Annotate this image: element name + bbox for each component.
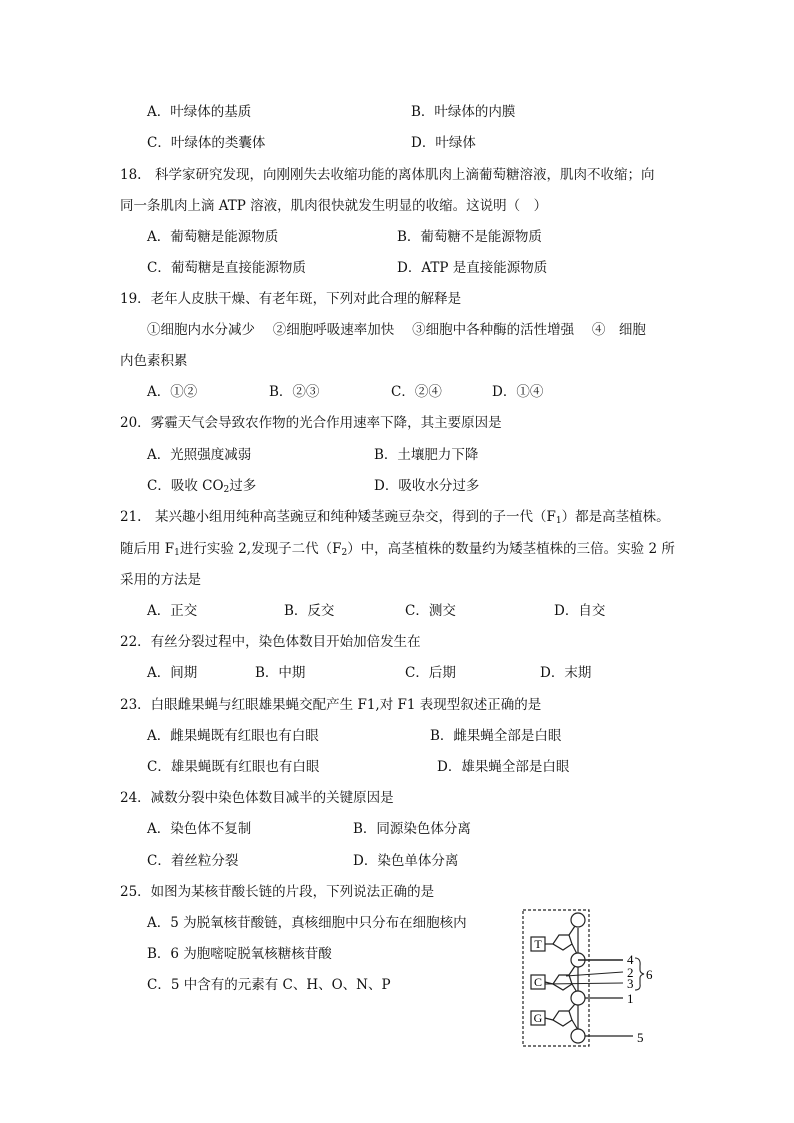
q17-option-c: C．叶绿体的类囊体 bbox=[147, 135, 266, 151]
q22-option-a: A．间期 bbox=[147, 665, 198, 681]
q18-stem-line1: 18. 科学家研究发现，向刚刚失去收缩功能的离体肌肉上滴葡萄糖溶液，肌肉不收缩；向 bbox=[120, 167, 655, 183]
q23-option-b: B．雌果蝇全部是白眼 bbox=[430, 728, 562, 744]
q24-option-c: C．着丝粒分裂 bbox=[147, 853, 239, 869]
q22-option-d: D．末期 bbox=[540, 665, 592, 681]
q25-option-c: C．5 中含有的元素有 C、H、O、N、P bbox=[147, 977, 391, 993]
leader-line-2 bbox=[566, 972, 623, 976]
q25-stem: 25．如图为某核苷酸长链的片段，下列说法正确的是 bbox=[120, 884, 435, 900]
phosphate-circle bbox=[571, 991, 585, 1005]
q23-option-a: A．雌果蝇既有红眼也有白眼 bbox=[147, 728, 319, 744]
q17-option-a: A．叶绿体的基质 bbox=[147, 104, 252, 120]
q23-stem: 23．白眼雌果蝇与红眼雄果蝇交配产生 F1,对 F1 表现型叙述正确的是 bbox=[120, 697, 542, 713]
q21-stem-line3: 采用的方法是 bbox=[120, 572, 201, 588]
q21-option-b: B．反交 bbox=[284, 603, 335, 619]
q24-stem: 24．减数分裂中染色体数目减半的关键原因是 bbox=[120, 790, 394, 806]
sugar-pentagon bbox=[553, 975, 572, 990]
nucleotide-chain-figure bbox=[517, 908, 667, 1048]
q25-option-a: A．5 为脱氧核苷酸链，真核细胞中只分布在细胞核内 bbox=[147, 915, 467, 931]
q19-option-c: C．②④ bbox=[391, 384, 442, 400]
label-1: 1 bbox=[627, 991, 634, 1006]
base-label-g: G bbox=[533, 1011, 543, 1025]
q18-option-d: D．ATP 是直接能源物质 bbox=[397, 260, 548, 276]
q17-option-d: D．叶绿体 bbox=[411, 135, 476, 151]
label-2: 2 bbox=[627, 965, 634, 980]
label-4: 4 bbox=[627, 952, 634, 967]
q19-option-b: B．②③ bbox=[269, 384, 320, 400]
base-label-t: T bbox=[534, 937, 542, 951]
q20-option-b: B．土壤肥力下降 bbox=[374, 447, 479, 463]
q19-option-a: A．①② bbox=[147, 384, 198, 400]
q23-option-d: D．雄果蝇全部是白眼 bbox=[437, 759, 570, 775]
q24-option-a: A．染色体不复制 bbox=[147, 821, 252, 837]
q22-stem: 22．有丝分裂过程中，染色体数目开始加倍发生在 bbox=[120, 634, 421, 650]
q19-items-line2: 内色素积累 bbox=[120, 353, 188, 369]
q20-option-c: C．吸收 $CO_2$过多 bbox=[147, 478, 257, 495]
q21-option-d: D．自交 bbox=[554, 603, 606, 619]
q19-option-d: D．①④ bbox=[492, 384, 544, 400]
q18-option-c: C．葡萄糖是直接能源物质 bbox=[147, 260, 306, 276]
label-5: 5 bbox=[637, 1030, 644, 1045]
phosphate-circle bbox=[571, 913, 585, 927]
q18-stem-line2: 同一条肌肉上滴 ATP 溶液，肌肉很快就发生明显的收缩。这说明（ ） bbox=[120, 198, 548, 214]
q18-option-b: B．葡萄糖不是能源物质 bbox=[397, 229, 542, 245]
q22-option-b: B．中期 bbox=[255, 665, 306, 681]
sugar-pentagon bbox=[553, 935, 572, 950]
q21-stem-line1: 21. 某兴趣小组用纯种高茎豌豆和纯种矮茎豌豆杂交，得到的子一代$(F_1)$都是高茎植株。 bbox=[120, 509, 670, 526]
q20-stem: 20．雾霾天气会导致农作物的光合作用速率下降，其主要原因是 bbox=[120, 415, 502, 431]
q19-items-line1: ①细胞内水分减少 ②细胞呼吸速率加快 ③细胞中各种酶的活性增强 ④ 细胞 bbox=[147, 322, 646, 338]
q25-option-b: B．6 为胞嘧啶脱氧核糖核苷酸 bbox=[147, 946, 332, 962]
q21-option-a: A．正交 bbox=[147, 603, 198, 619]
q22-option-c: C．后期 bbox=[405, 665, 456, 681]
q21-option-c: C．测交 bbox=[405, 603, 456, 619]
nucleotide-c bbox=[531, 953, 585, 994]
q20-option-d: D．吸收水分过多 bbox=[374, 478, 480, 494]
q24-option-d: D．染色单体分离 bbox=[353, 853, 459, 869]
q18-option-a: A．葡萄糖是能源物质 bbox=[147, 229, 279, 245]
label-6: 6 bbox=[646, 967, 653, 982]
q20-option-a: A．光照强度减弱 bbox=[147, 447, 252, 463]
base-label-c: C bbox=[533, 975, 543, 989]
q24-option-b: B．同源染色体分离 bbox=[353, 821, 471, 837]
q21-stem-line2: 随后用 $F_1$进行实验 2,发现子二代$(F_2)$中，高茎植株的数量约为矮茎植株的三倍。实验 2 所 bbox=[120, 541, 675, 558]
q17-option-b: B．叶绿体的内膜 bbox=[411, 104, 516, 120]
nucleotide-t bbox=[531, 913, 585, 956]
nucleotide-g bbox=[531, 991, 585, 1030]
q19-stem: 19．老年人皮肤干燥、有老年斑，下列对此合理的解释是 bbox=[120, 291, 462, 307]
sugar-pentagon bbox=[553, 1011, 572, 1026]
q23-option-c: C．雄果蝇既有红眼也有白眼 bbox=[147, 759, 320, 775]
brace-6 bbox=[635, 958, 644, 990]
label-3: 3 bbox=[627, 976, 634, 991]
phosphate-circle-bottom bbox=[571, 1029, 585, 1043]
